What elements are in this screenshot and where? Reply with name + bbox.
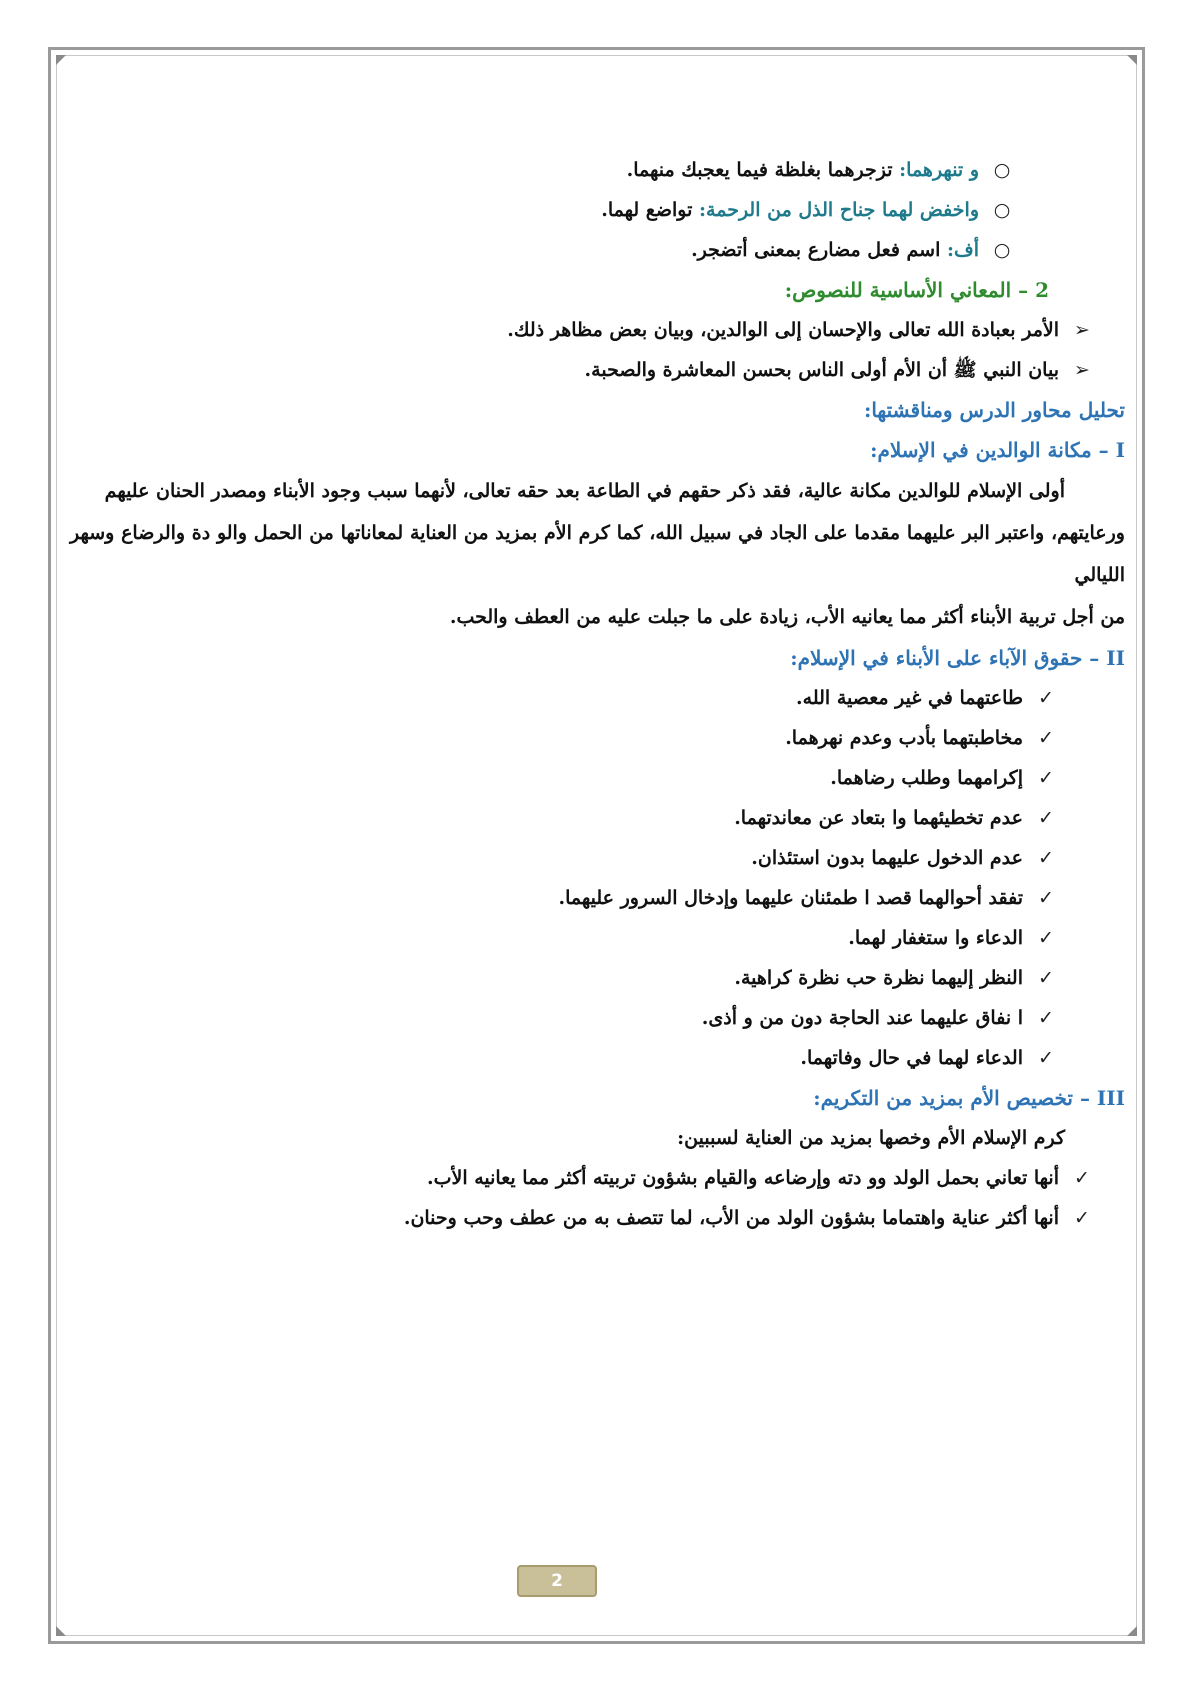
vocab-term: واخفض لهما جناح الذل من الرحمة: bbox=[699, 199, 979, 221]
checklist-text: أنها أكثر عناية واهتماما بشؤون الولد من الأب، لما تتصف به من عطف وحب وحنان. bbox=[403, 1207, 1059, 1229]
check-icon: ✓ bbox=[1038, 967, 1054, 989]
checklist-text: الدعاء وا ستغفار لهما. bbox=[848, 927, 1023, 949]
checklist-item bbox=[70, 998, 1125, 1038]
paragraph-text: أولى الإسلام للوالدين مكانة عالية، فقد ذكر حقهم في الطاعة بعد حقه تعالى، لأنهما سبب وجود الأبناء ومصدر الحنان عليهم bbox=[104, 480, 1065, 502]
section-heading: 2 – المعاني الأساسية للنصوص: bbox=[784, 278, 1049, 302]
vocab-item bbox=[70, 230, 1125, 270]
checklist-text: الدعاء لهما في حال وفاتهما. bbox=[800, 1047, 1023, 1069]
check-icon: ✓ bbox=[1074, 1167, 1090, 1189]
checklist-item bbox=[70, 1038, 1125, 1078]
vocab-item bbox=[70, 150, 1125, 190]
part-title: – حقوق الآباء على الأبناء في الإسلام: bbox=[790, 646, 1100, 670]
checklist-item bbox=[70, 1158, 1125, 1198]
check-icon: ✓ bbox=[1038, 687, 1054, 709]
corner-ornament bbox=[56, 55, 66, 65]
circle-bullet-icon: ○ bbox=[993, 199, 1011, 221]
arrow-bullet-icon: ➢ bbox=[1074, 359, 1090, 381]
part-number: III bbox=[1096, 1086, 1125, 1110]
checklist-text: عدم تخطيئهما وا بتعاد عن معاندتهما. bbox=[734, 807, 1023, 829]
part-title: – مكانة الوالدين في الإسلام: bbox=[870, 438, 1109, 462]
checklist-text: النظر إليهما نظرة حب نظرة كراهية. bbox=[734, 967, 1023, 989]
vocab-definition: اسم فعل مضارع بمعنى أتضجر. bbox=[691, 239, 941, 261]
checklist-text: تفقد أحوالهما قصد ا طمئنان عليهما وإدخال السرور عليهما. bbox=[558, 887, 1023, 909]
checklist-text: مخاطبتهما بأدب وعدم نهرهما. bbox=[785, 727, 1023, 749]
checklist-text: ا نفاق عليهما عند الحاجة دون من و أذى. bbox=[701, 1007, 1023, 1029]
checklist-item bbox=[70, 678, 1125, 718]
list-item bbox=[70, 350, 1125, 390]
check-icon: ✓ bbox=[1038, 727, 1054, 749]
part-number: II bbox=[1106, 646, 1125, 670]
part-number: I bbox=[1115, 438, 1125, 462]
part-title: – تخصيص الأم بمزيد من التكريم: bbox=[813, 1086, 1090, 1110]
circle-bullet-icon: ○ bbox=[993, 239, 1011, 261]
checklist-item bbox=[70, 918, 1125, 958]
vocab-definition: تواضع لهما. bbox=[601, 199, 693, 221]
checklist-item bbox=[70, 958, 1125, 998]
check-icon: ✓ bbox=[1038, 847, 1054, 869]
list-item-text: بيان النبي ﷺ أن الأم أولى الناس بحسن المعاشرة والصحبة. bbox=[584, 359, 1059, 381]
checklist-item bbox=[70, 838, 1125, 878]
vocab-term: أف: bbox=[947, 239, 979, 261]
part-heading bbox=[70, 430, 1125, 470]
page-number-badge: 2 bbox=[517, 1565, 597, 1597]
checklist-item bbox=[70, 798, 1125, 838]
analysis-heading: تحليل محاور الدرس ومناقشتها: bbox=[863, 398, 1125, 422]
check-icon: ✓ bbox=[1038, 927, 1054, 949]
paragraph-line bbox=[70, 512, 1125, 596]
check-icon: ✓ bbox=[1074, 1207, 1090, 1229]
part-heading bbox=[70, 638, 1125, 678]
vocab-definition: تزجرهما بغلظة فيما يعجبك منهما. bbox=[626, 159, 893, 181]
list-item bbox=[70, 310, 1125, 350]
checklist-text: طاعتهما في غير معصية الله. bbox=[796, 687, 1023, 709]
checklist-item bbox=[70, 1198, 1125, 1238]
arrow-bullet-icon: ➢ bbox=[1074, 319, 1090, 341]
list-item-text: الأمر بعبادة الله تعالى والإحسان إلى الوالدين، وبيان بعض مظاهر ذلك. bbox=[507, 319, 1059, 341]
corner-ornament bbox=[1127, 55, 1137, 65]
paragraph-text: ورعايتهم، واعتبر البر عليهما مقدما على الجاد في سبيل الله، كما كرم الأم بمزيد من العناية لمعاناتها من الحمل والو دة والرضاع وسهر الليالي bbox=[70, 522, 1125, 586]
check-icon: ✓ bbox=[1038, 1007, 1054, 1029]
check-icon: ✓ bbox=[1038, 887, 1054, 909]
part-heading bbox=[70, 1078, 1125, 1118]
checklist-item bbox=[70, 878, 1125, 918]
paragraph-intro: كرم الإسلام الأم وخصها بمزيد من العناية لسببين: bbox=[677, 1127, 1065, 1149]
corner-ornament bbox=[56, 1626, 66, 1636]
check-icon: ✓ bbox=[1038, 767, 1054, 789]
checklist-item bbox=[70, 718, 1125, 758]
paragraph-text: من أجل تربية الأبناء أكثر مما يعانيه الأب، زيادة على ما جبلت عليه من العطف والحب. bbox=[449, 606, 1125, 628]
checklist-text: إكرامهما وطلب رضاهما. bbox=[830, 767, 1023, 789]
vocab-item bbox=[70, 190, 1125, 230]
check-icon: ✓ bbox=[1038, 807, 1054, 829]
paragraph-line bbox=[70, 596, 1125, 638]
checklist-text: عدم الدخول عليهما بدون استئذان. bbox=[751, 847, 1023, 869]
paragraph-line bbox=[70, 470, 1125, 512]
check-icon: ✓ bbox=[1038, 1047, 1054, 1069]
document-body bbox=[70, 150, 1125, 1238]
corner-ornament bbox=[1127, 1626, 1137, 1636]
checklist-text: أنها تعاني بحمل الولد وو دته وإرضاعه والقيام بشؤون تربيته أكثر مما يعانيه الأب. bbox=[426, 1167, 1059, 1189]
vocab-term: و تنهرهما: bbox=[899, 159, 979, 181]
checklist-item bbox=[70, 758, 1125, 798]
circle-bullet-icon: ○ bbox=[993, 159, 1011, 181]
